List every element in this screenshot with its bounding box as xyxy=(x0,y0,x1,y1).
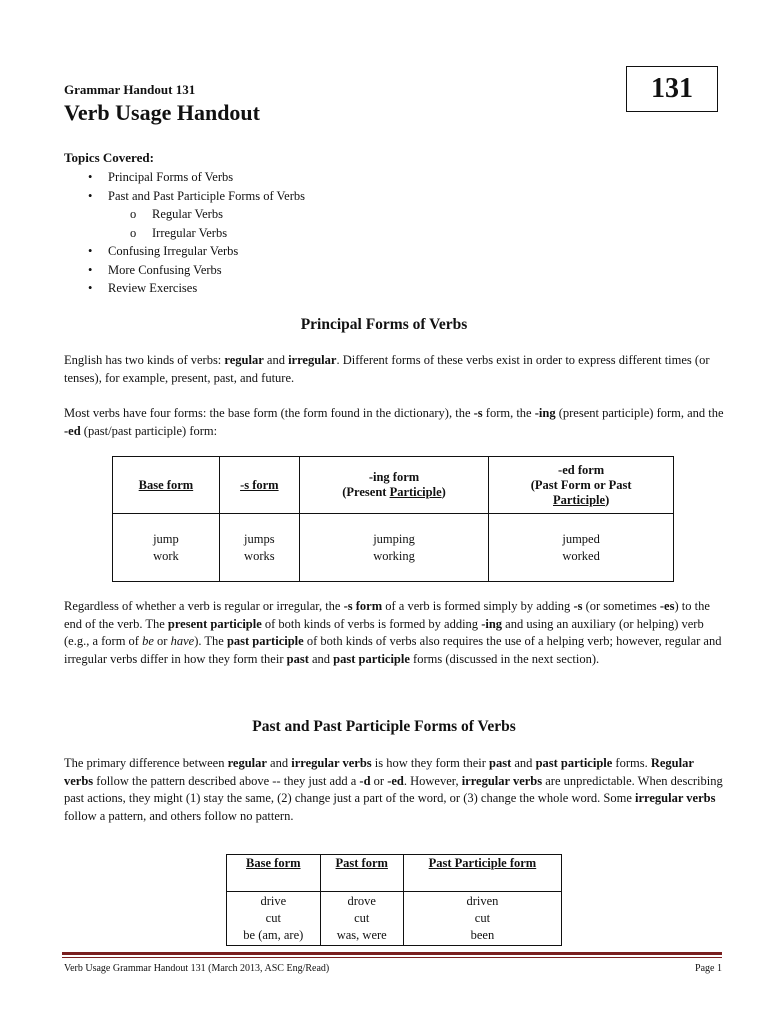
table-cell: jump work xyxy=(113,514,220,582)
column-header: Base form xyxy=(227,855,321,892)
irregular-verbs-table xyxy=(226,854,562,946)
topic-item xyxy=(88,261,305,280)
paragraph-forming-forms: Regardless of whether a verb is regular or irregular, the -s form of a verb is formed simply by adding -s (or sometimes -es) to the end of the verb. The present participle of both kinds of verbs is formed by adding -ing and using an auxiliary (or helping) verb (e.g., a form of be or have). The past participle of both kinds of verbs also requires the use of a helping verb; however, regular and irregular verbs differ in how they form their past and past participle forms (discussed in the next section). xyxy=(64,599,722,666)
paragraph-two-kinds: English has two kinds of verbs: regular and irregular. Different forms of these verbs exist in order to express different times (or tenses), for example, present, past, and future. xyxy=(64,353,710,385)
footer-text: Verb Usage Grammar Handout 131 (March 2013, ASC Eng/Read) xyxy=(64,963,330,974)
bullet-icon: • xyxy=(88,244,93,258)
paragraph-four-forms: Most verbs have four forms: the base form (the form found in the dictionary), the -s form, the -ing (present participle) form, and the -ed (past/past participle) form: xyxy=(64,406,724,438)
topic-label: Confusing Irregular Verbs xyxy=(108,244,239,258)
verb-forms-table xyxy=(112,456,674,582)
footer-rule-thick xyxy=(62,952,722,955)
table-header-row xyxy=(113,457,674,514)
topics-heading: Topics Covered: xyxy=(64,150,154,165)
paragraph-primary-difference: The primary difference between regular and irregular verbs is how they form their past and past participle forms. Regular verbs follow the pattern described above -- they just add a -d or -ed. However, irregular verbs are unpredictable. When describing past actions, they might (1) stay the same, (2) change just a part of the word, or (3) change the whole word. Some irregular verbs follow a pattern, and others follow no pattern. xyxy=(64,756,723,823)
column-header: -s form xyxy=(219,457,299,514)
sub-bullet-icon: o xyxy=(130,225,137,240)
table-row xyxy=(113,514,674,582)
topic-label: Regular Verbs xyxy=(152,207,223,221)
table-cell: driven cut been xyxy=(403,892,561,946)
column-header: -ed form (Past Form or Past Participle) xyxy=(489,457,674,514)
bullet-icon: • xyxy=(88,188,93,203)
topic-item xyxy=(88,279,305,298)
topic-item xyxy=(88,187,305,206)
table-cell: jumps works xyxy=(219,514,299,582)
handout-kicker: Grammar Handout 131 xyxy=(64,82,196,97)
handout-number-box: 131 xyxy=(626,66,718,112)
bullet-icon: • xyxy=(88,281,93,295)
table-header-row xyxy=(227,855,562,892)
table-cell: jumping working xyxy=(299,514,488,582)
topic-label: Irregular Verbs xyxy=(152,225,228,240)
topic-label: Past and Past Participle Forms of Verbs xyxy=(108,188,305,203)
table-row xyxy=(227,892,562,946)
topic-subitem xyxy=(88,224,305,243)
topic-label: Review Exercises xyxy=(108,281,198,295)
topic-item xyxy=(88,168,305,187)
topic-subitem xyxy=(88,205,305,224)
table-cell: drive cut be (am, are) xyxy=(227,892,321,946)
column-header: -ing form (Present Participle) xyxy=(299,457,488,514)
section-heading-principal-forms: Principal Forms of Verbs xyxy=(300,316,468,333)
topic-label: Principal Forms of Verbs xyxy=(108,170,234,184)
table-cell: drove cut was, were xyxy=(320,892,403,946)
topic-label: More Confusing Verbs xyxy=(108,262,222,277)
column-header: Past form xyxy=(320,855,403,892)
sub-bullet-icon: o xyxy=(130,207,137,221)
page-title: Verb Usage Handout xyxy=(64,100,260,125)
bullet-icon: • xyxy=(88,170,93,184)
column-header: Past Participle form xyxy=(403,855,561,892)
topic-item xyxy=(88,242,305,261)
footer-rule-thin xyxy=(62,957,722,958)
page-number: Page 1 xyxy=(695,963,722,974)
bullet-icon: • xyxy=(88,262,93,277)
section-heading-past-participle: Past and Past Participle Forms of Verbs xyxy=(252,718,516,735)
column-header: Base form xyxy=(113,457,220,514)
table-cell: jumped worked xyxy=(489,514,674,582)
topics-list xyxy=(88,168,305,298)
